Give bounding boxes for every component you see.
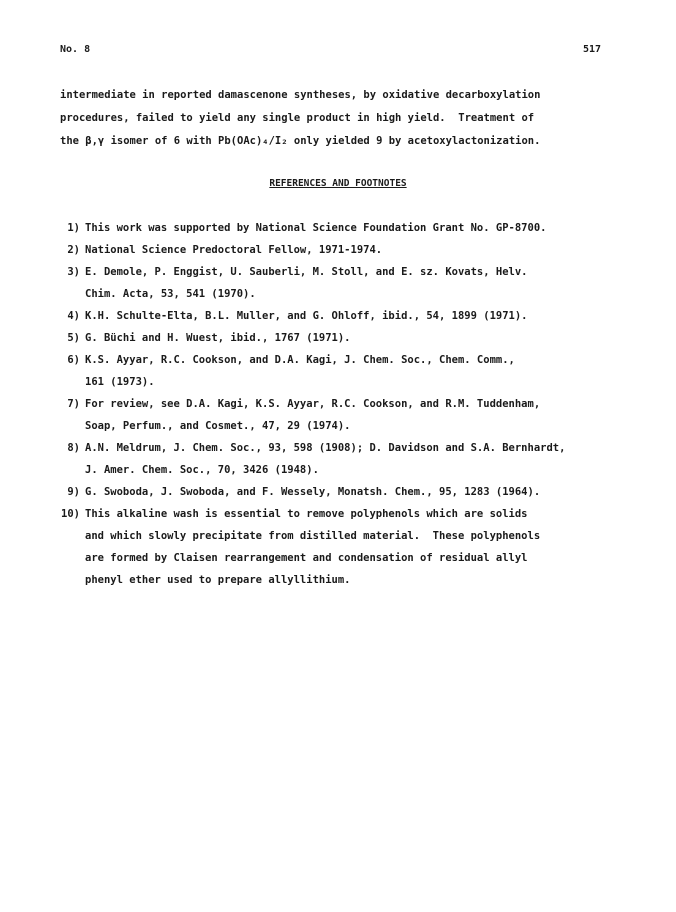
reference-item	[0, 442, 676, 486]
body-line: the β,γ isomer of 6 with Pb(OAc)₄/I₂ only yielded 9 by acetoxylactonization.	[60, 135, 541, 147]
reference-number: 8)	[67, 442, 80, 454]
reference-item	[0, 222, 676, 244]
reference-text-continued: Soap, Perfum., and Cosmet., 47, 29 (1974).	[85, 420, 351, 432]
journal-issue-number: No. 8	[60, 44, 91, 55]
page-header	[0, 44, 676, 60]
reference-text-continued: J. Amer. Chem. Soc., 70, 3426 (1948).	[85, 464, 319, 476]
reference-text: G. Büchi and H. Wuest, ibid., 1767 (1971).	[85, 332, 351, 344]
reference-number: 2)	[67, 244, 80, 256]
reference-number: 4)	[67, 310, 80, 322]
reference-text: A.N. Meldrum, J. Chem. Soc., 93, 598 (1908); D. Davidson and S.A. Bernhardt,	[85, 442, 566, 454]
body-paragraph	[60, 84, 640, 153]
reference-text: K.S. Ayyar, R.C. Cookson, and D.A. Kagi, J. Chem. Soc., Chem. Comm.,	[85, 354, 515, 366]
reference-item	[0, 486, 676, 508]
reference-text: For review, see D.A. Kagi, K.S. Ayyar, R.C. Cookson, and R.M. Tuddenham,	[85, 398, 541, 410]
references-list	[0, 222, 676, 596]
reference-number: 6)	[67, 354, 80, 366]
reference-text-continued: 161 (1973).	[85, 376, 155, 388]
references-heading: REFERENCES AND FOOTNOTES	[269, 178, 407, 189]
reference-text: National Science Predoctoral Fellow, 1971-1974.	[85, 244, 383, 256]
page-number: 517	[583, 44, 602, 55]
reference-text: K.H. Schulte-Elta, B.L. Muller, and G. Ohloff, ibid., 54, 1899 (1971).	[85, 310, 528, 322]
reference-item	[0, 508, 676, 596]
body-line: procedures, failed to yield any single product in high yield. Treatment of	[60, 112, 535, 124]
reference-item	[0, 398, 676, 442]
reference-number: 10)	[61, 508, 80, 520]
reference-text: E. Demole, P. Enggist, U. Sauberli, M. Stoll, and E. sz. Kovats, Helv.	[85, 266, 528, 278]
reference-number: 7)	[67, 398, 80, 410]
reference-text-continued: are formed by Claisen rearrangement and condensation of residual allyl	[85, 552, 528, 564]
reference-item	[0, 354, 676, 398]
reference-text: This work was supported by National Science Foundation Grant No. GP-8700.	[85, 222, 547, 234]
reference-number: 1)	[67, 222, 80, 234]
reference-text-continued: Chim. Acta, 53, 541 (1970).	[85, 288, 256, 300]
reference-item	[0, 310, 676, 332]
reference-number: 9)	[67, 486, 80, 498]
reference-number: 3)	[67, 266, 80, 278]
reference-item	[0, 266, 676, 310]
reference-text: G. Swoboda, J. Swoboda, and F. Wessely, Monatsh. Chem., 95, 1283 (1964).	[85, 486, 541, 498]
reference-text: This alkaline wash is essential to remove polyphenols which are solids	[85, 508, 528, 520]
body-line: intermediate in reported damascenone syntheses, by oxidative decarboxylation	[60, 89, 541, 101]
reference-item	[0, 332, 676, 354]
reference-item	[0, 244, 676, 266]
reference-number: 5)	[67, 332, 80, 344]
reference-text-continued: and which slowly precipitate from distilled material. These polyphenols	[85, 530, 541, 542]
reference-text-continued: phenyl ether used to prepare allyllithium.	[85, 574, 351, 586]
